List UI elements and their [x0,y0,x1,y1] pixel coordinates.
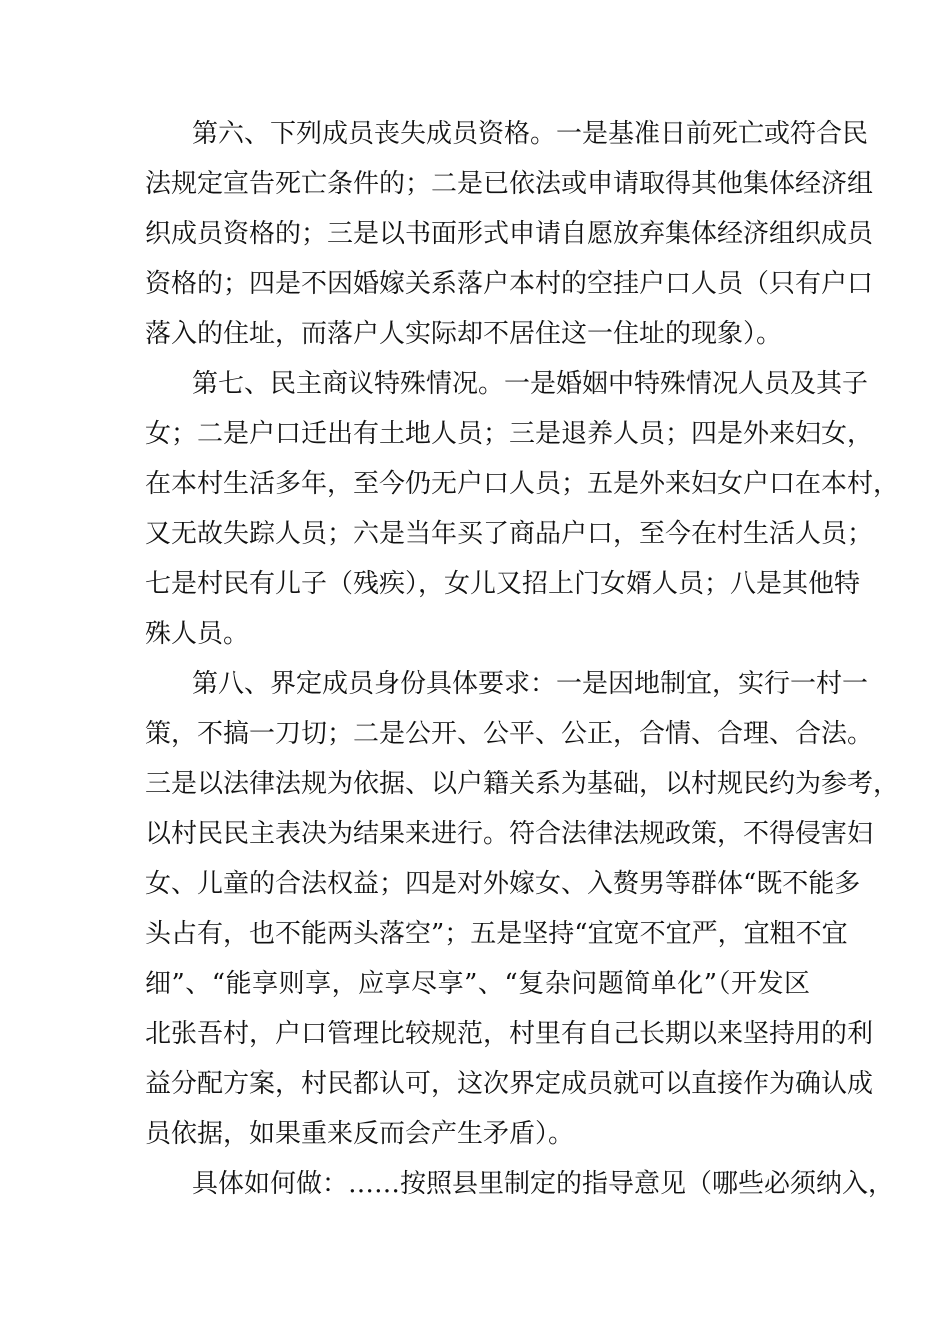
paragraph-3-line-5: 女、儿童的合法权益；四是对外嫁女、入赘男等群体“既不能多 [145,869,861,899]
paragraph-1-line-5: 落入的住址，而落户人实际却不居住这一住址的现象）。 [145,319,783,349]
paragraph-2-line-5: 七是村民有儿子（残疾），女儿又招上门女婿人员；八是其他特 [145,569,861,599]
paragraph-3-line-10: 员依据，如果重来反而会产生矛盾）。 [145,1119,575,1149]
paragraph-3-line-8: 北张吾村，户口管理比较规范，村里有自己长期以来坚持用的利 [145,1019,874,1049]
paragraph-1-line-3: 织成员资格的；三是以书面形式申请自愿放弃集体经济组织成员 [145,219,874,249]
paragraph-2-line-6: 殊人员。 [145,619,250,649]
paragraph-3-line-1: 第八、界定成员身份具体要求：一是因地制宜，实行一村一 [192,669,869,699]
paragraph-3-line-9: 益分配方案，村民都认可，这次界定成员就可以直接作为确认成 [145,1069,874,1099]
paragraph-1-line-4: 资格的；四是不因婚嫁关系落户本村的空挂户口人员（只有户口 [145,269,874,299]
paragraph-2-line-2: 女；二是户口迁出有土地人员；三是退养人员；四是外来妇女， [145,419,874,449]
paragraph-2-line-3: 在本村生活多年，至今仍无户口人员；五是外来妇女户口在本村， [145,469,900,499]
paragraph-1-line-2: 法规定宣告死亡条件的；二是已依法或申请取得其他集体经济组 [145,169,874,199]
paragraph-3-line-3: 三是以法律法规为依据、以户籍关系为基础，以村规民约为参考， [145,769,900,799]
paragraph-3-line-4: 以村民民主表决为结果来进行。符合法律法规政策，不得侵害妇 [145,819,874,849]
paragraph-3-line-2: 策，不搞一刀切；二是公开、公平、公正，合情、合理、合法。 [145,719,874,749]
paragraph-2-line-4: 又无故失踪人员；六是当年买了商品户口，至今在村生活人员； [145,519,874,549]
paragraph-4-line-1: 具体如何做：……按照县里制定的指导意见（哪些必须纳入， [192,1169,895,1199]
paragraph-1-line-1: 第六、下列成员丧失成员资格。一是基准日前死亡或符合民 [192,119,869,149]
paragraph-2-line-1: 第七、民主商议特殊情况。一是婚姻中特殊情况人员及其子 [192,369,869,399]
paragraph-3-line-6: 头占有，也不能两头落空”；五是坚持“宜宽不宜严，宜粗不宜 [145,919,848,949]
paragraph-3-line-7: 细”、“能享则享，应享尽享”、“复杂问题简单化”（开发区 [145,969,810,999]
